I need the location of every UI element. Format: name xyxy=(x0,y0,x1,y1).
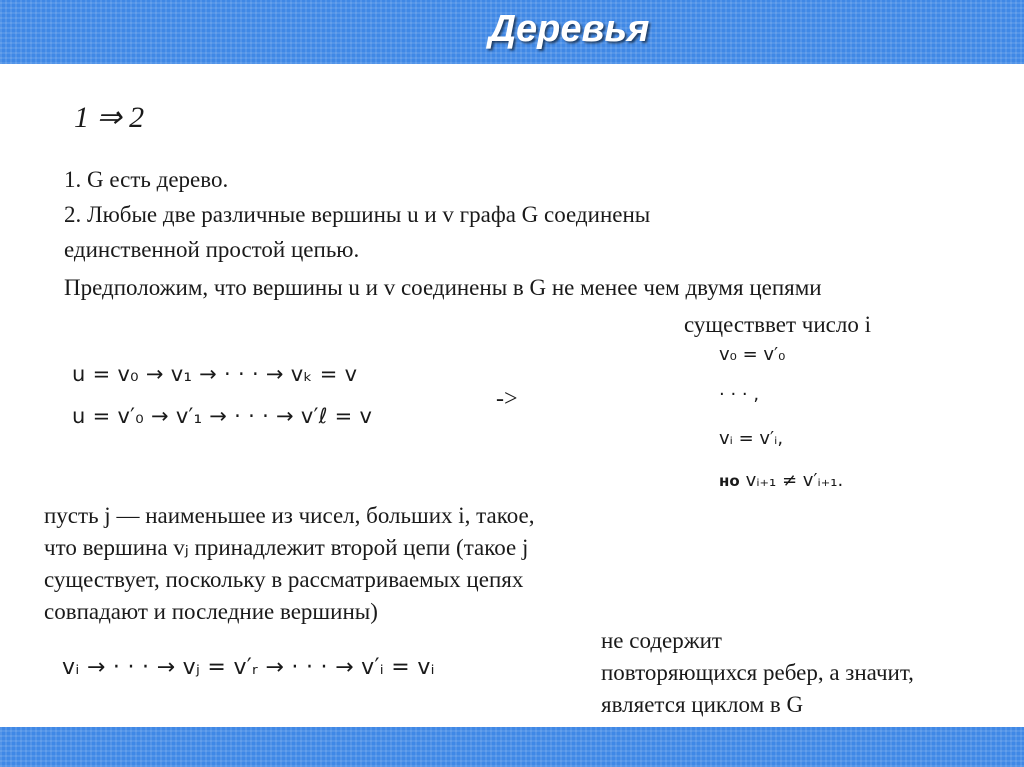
statement-2-line-2: единственной простой цепью. xyxy=(64,237,360,262)
conclusion-line-1: не содержит xyxy=(601,628,722,653)
equality-dots: · · · , xyxy=(719,384,760,405)
smallest-j-paragraph xyxy=(44,500,684,628)
exists-label: существвет число i xyxy=(684,312,871,337)
conclusion-line-2: повторяющихся ребер, а значит, xyxy=(601,660,914,685)
equality-vi: vᵢ = v′ᵢ, xyxy=(719,428,784,449)
implication-heading: 1 ⇒ 2 xyxy=(74,101,145,134)
cycle-formula: vᵢ → · · · → vⱼ = v′ᵣ → · · · → v′ᵢ = vᵢ xyxy=(62,655,435,680)
statements-block xyxy=(64,162,650,267)
slide-title: Деревья xyxy=(488,8,650,50)
implies-arrow: -> xyxy=(496,386,518,412)
chain-formula-2: u = v′₀ → v′₁ → · · · → v′ℓ = v xyxy=(72,404,373,428)
equality-v0: v₀ = v′₀ xyxy=(719,344,786,365)
inequality-prefix: но xyxy=(719,472,740,490)
paragraph-line-4: совпадают и последние вершины) xyxy=(44,599,378,624)
paragraph-line-1: пусть j — наименьшее из чисел, больших i, такое, xyxy=(44,503,535,528)
conclusion-line-3: является циклом в G xyxy=(601,692,804,717)
statement-1: 1. G есть дерево. xyxy=(64,167,229,192)
assumption-text: Предположим, что вершины u и v соединены в G не менее чем двумя цепями xyxy=(64,275,822,300)
footer-band xyxy=(0,727,1024,767)
paragraph-line-3: существует, поскольку в рассматриваемых цепях xyxy=(44,567,524,592)
inequality-row xyxy=(719,470,843,491)
paragraph-line-2: что вершина vⱼ принадлежит второй цепи (такое j xyxy=(44,535,529,560)
conclusion-block xyxy=(601,625,914,721)
chain-formula-1: u = v₀ → v₁ → · · · → vₖ = v xyxy=(72,362,358,386)
statement-2-line-1: 2. Любые две различные вершины u и v графа G соединены xyxy=(64,202,651,227)
inequality-formula: vᵢ₊₁ ≠ v′ᵢ₊₁. xyxy=(745,470,844,491)
